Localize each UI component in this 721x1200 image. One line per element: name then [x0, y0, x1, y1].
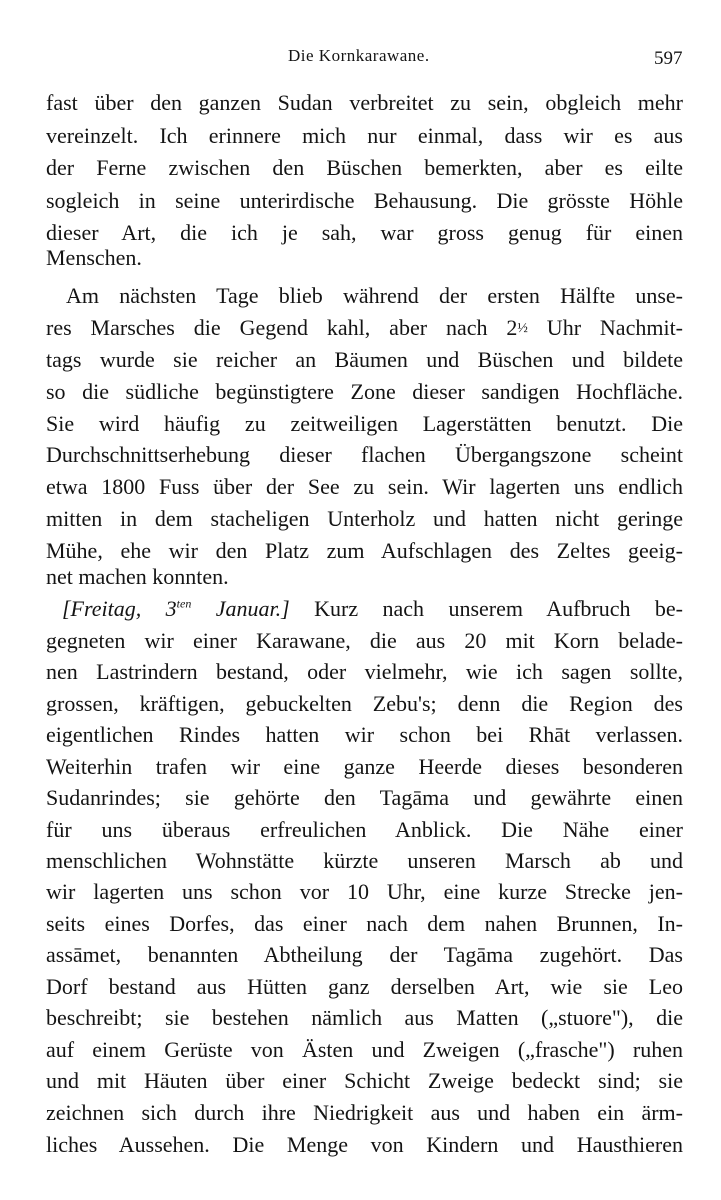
text-line: Sudanrindes; sie gehörte den Tagāma und gewährte einen	[46, 785, 683, 810]
text-line: fast über den ganzen Sudan verbreitet zu sein, obgleich mehr	[46, 90, 683, 115]
text-line: wir lagerten uns schon vor 10 Uhr, eine kurze Strecke jen-	[46, 879, 683, 904]
text-line: nen Lastrindern bestand, oder vielmehr, wie ich sagen sollte,	[46, 659, 683, 684]
text-line: assāmet, benannten Abtheilung der Tagāma zugehört. Das	[46, 942, 683, 967]
text-line: liches Aussehen. Die Menge von Kindern und Hausthieren	[46, 1132, 683, 1157]
text-line: so die südliche begünstigtere Zone dieser sandigen Hochfläche.	[46, 379, 683, 404]
text-line: vereinzelt. Ich erinnere mich nur einmal, dass wir es aus	[46, 123, 683, 148]
text-line: seits eines Dorfes, das einer nach dem nahen Brunnen, In-	[46, 911, 683, 936]
text-line: Menschen.	[46, 245, 142, 270]
text-line: Mühe, ehe wir den Platz zum Aufschlagen des Zeltes geeig-	[46, 538, 683, 563]
fraction: ½	[517, 321, 528, 336]
text-line: beschreibt; sie bestehen nämlich aus Matten („stuore"), die	[46, 1005, 683, 1030]
text-line: zeichnen sich durch ihre Niedrigkeit aus und haben ein ärm-	[46, 1100, 683, 1125]
text-line: gegneten wir einer Karawane, die aus 20 mit Korn belade-	[46, 628, 683, 653]
page-number: 597	[654, 48, 683, 69]
text-line: menschlichen Wohnstätte kürzte unseren Marsch ab und	[46, 848, 683, 873]
running-title: Die Kornkarawane.	[288, 46, 430, 65]
text-line: eigentlichen Rindes hatten wir schon bei Rhāt verlassen.	[46, 722, 683, 747]
date-heading: [Freitag, 3	[62, 596, 177, 621]
text-line: Sie wird häufig zu zeitweiligen Lagerstätten benutzt. Die	[46, 411, 683, 436]
text-line: dieser Art, die ich je sah, war gross genug für einen	[46, 220, 683, 245]
date-superscript: ten	[176, 596, 192, 611]
text-line: net machen konnten.	[46, 564, 229, 589]
text-segment: Uhr Nachmit-	[527, 315, 684, 340]
text-line: auf einem Gerüste von Ästen und Zweigen („frasche") ruhen	[46, 1037, 683, 1062]
text-line: für uns überaus erfreulichen Anblick. Die Nähe einer	[46, 817, 683, 842]
text-line: Dorf bestand aus Hütten ganz derselben Art, wie sie Leo	[46, 974, 683, 999]
text-line: mitten in dem stacheligen Unterholz und hatten nicht geringe	[46, 506, 683, 531]
text-line: Weiterhin trafen wir eine ganze Heerde dieses besonderen	[46, 754, 683, 779]
text-line: grossen, kräftigen, gebuckelten Zebu's; denn die Region des	[46, 691, 683, 716]
text-line: der Ferne zwischen den Büschen bemerkten, aber es eilte	[46, 155, 683, 180]
text-segment: res Marsches die Gegend kahl, aber nach 2	[46, 315, 518, 340]
date-heading-end: Januar.]	[191, 596, 290, 621]
text-line: etwa 1800 Fuss über der See zu sein. Wir lagerten uns endlich	[46, 474, 683, 499]
text-line: tags wurde sie reicher an Bäumen und Büschen und bildete	[46, 347, 683, 372]
text-line: Am nächsten Tage blieb während der ersten Hälfte unse-	[66, 283, 683, 308]
text-line: sogleich in seine unterirdische Behausung. Die grösste Höhle	[46, 188, 683, 213]
text-line	[46, 313, 683, 343]
text-segment: Kurz nach unserem Aufbruch be-	[289, 596, 684, 621]
running-head	[0, 46, 721, 72]
text-line: Durchschnittserhebung dieser flachen Übergangszone scheint	[46, 442, 683, 467]
text-line	[62, 594, 683, 624]
text-line: und mit Häuten über einer Schicht Zweige bedeckt sind; sie	[46, 1068, 683, 1093]
